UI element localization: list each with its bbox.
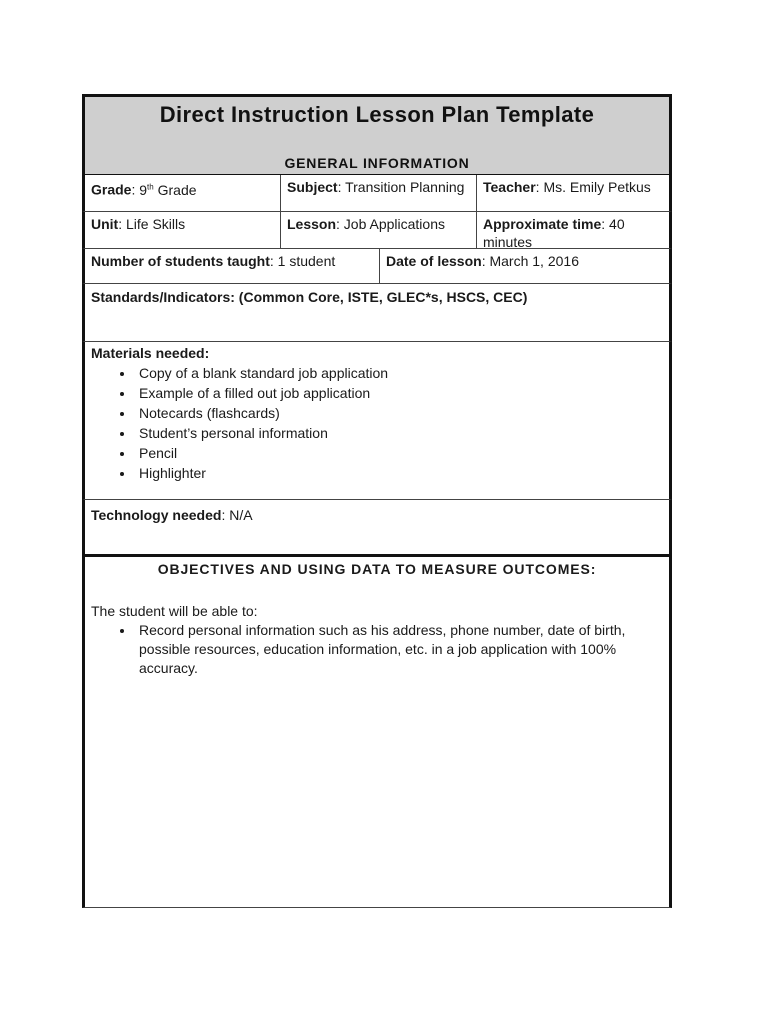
unit-cell: Unit: Life Skills (91, 216, 186, 232)
subject-label: Subject (287, 179, 338, 195)
teacher-label: Teacher (483, 179, 536, 195)
lesson-plan-document (82, 94, 672, 908)
technology-value: N/A (229, 507, 253, 523)
list-item: • Copy of a blank standard job application (135, 363, 663, 383)
objectives-section (82, 554, 672, 908)
subject-value: Transition Planning (345, 179, 465, 195)
section-heading-general: GENERAL INFORMATION (284, 155, 470, 171)
approx-time-label: Approximate time (483, 216, 602, 232)
date-cell: Date of lesson: March 1, 2016 (379, 249, 669, 283)
list-item: • Pencil (135, 443, 663, 463)
teacher-cell: Teacher: Ms. Emily Petkus (476, 175, 669, 211)
lesson-value: Job Applications (343, 216, 445, 232)
num-students-label: Number of students taught (91, 253, 270, 269)
technology-row (82, 500, 672, 554)
teacher-value: Ms. Emily Petkus (543, 179, 651, 195)
materials-block (91, 343, 663, 483)
objectives-body (91, 602, 659, 678)
list-item: • Student’s personal information (135, 423, 663, 443)
list-item: • Highlighter (135, 463, 663, 483)
list-item: • Notecards (flashcards) (135, 403, 663, 423)
list-item: • Example of a filled out job application (135, 383, 663, 403)
document-title: Direct Instruction Lesson Plan Template (159, 102, 595, 127)
lesson-label: Lesson (287, 216, 337, 232)
objectives-list (91, 621, 659, 678)
unit-label: Unit (91, 216, 119, 232)
header-section (82, 94, 672, 175)
approx-time-value: 40 minutes (483, 216, 625, 250)
grade-label: Grade (91, 181, 132, 198)
grade-cell: Grade: 9th Grade (91, 181, 197, 198)
num-students-cell: Number of students taught: 1 student (91, 253, 336, 269)
list-item: • Record personal information such as his address, phone number, date of birth, possible resources, education information, etc. in a job application with 100% accuracy. (135, 621, 659, 678)
info-row-2 (82, 212, 672, 249)
technology-block: Technology needed: N/A (91, 507, 253, 523)
date-label: Date of lesson (386, 253, 482, 269)
section-heading-objectives: OBJECTIVES AND USING DATA TO MEASURE OUTCOMES: (157, 561, 597, 577)
standards-row (82, 284, 672, 342)
grade-value: 9th Grade (139, 181, 197, 198)
info-row-1 (82, 175, 672, 212)
unit-value: Life Skills (126, 216, 186, 232)
materials-list (91, 363, 663, 483)
info-row-3 (82, 249, 672, 284)
num-students-value: 1 student (277, 253, 336, 269)
materials-row (82, 342, 672, 500)
technology-label: Technology needed (91, 507, 222, 523)
date-value: March 1, 2016 (489, 253, 579, 269)
standards-label: Standards/Indicators: (Common Core, ISTE, GLEC*s, HSCS, CEC) (91, 289, 528, 305)
lesson-cell: Lesson: Job Applications (280, 212, 476, 248)
materials-label: Materials needed: (91, 345, 210, 361)
objectives-intro: The student will be able to: (91, 603, 258, 619)
subject-cell: Subject: Transition Planning (280, 175, 476, 211)
approx-time-cell: Approximate time: 40 minutes (476, 212, 669, 248)
